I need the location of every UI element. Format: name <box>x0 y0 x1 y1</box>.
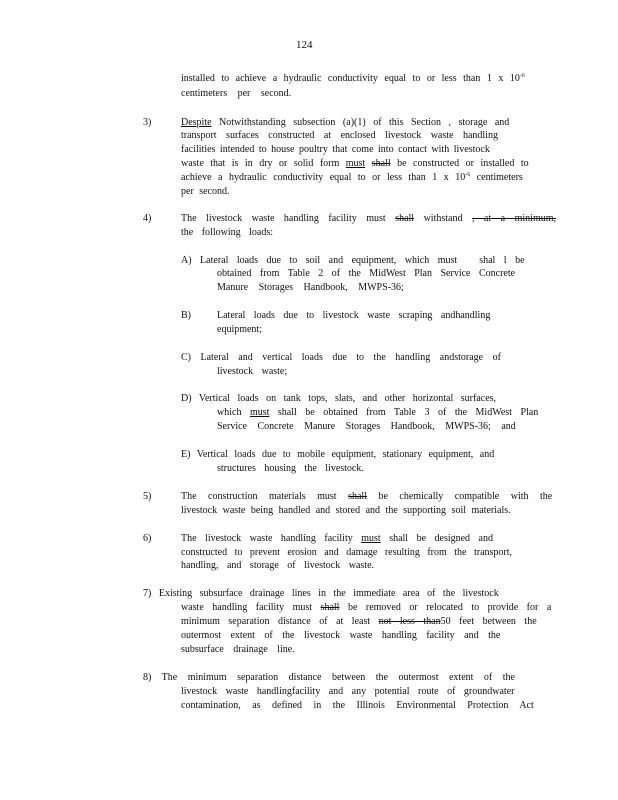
item-3-line-2: transport surfaces constructed at enclosed livestock waste handling <box>181 130 498 141</box>
item-4A-line-3: Manure Storages Handbook, MWPS-36; <box>217 282 404 293</box>
item-8-line-3: contamination, as defined in the Illinois Environmental Protection Act <box>181 700 534 711</box>
item-5-line-2: livestock waste being handled and stored and the supporting soil materials. <box>181 505 511 516</box>
item-5-number: 5) <box>143 491 152 502</box>
item-4B-line-1: Lateral loads due to livestock waste scraping andhandling <box>217 310 491 321</box>
p1-line-1: installed to achieve a hydraulic conductivity equal to or less than 1 x $10^{-6}$ <box>181 73 525 84</box>
item-4B-line-2: equipment; <box>217 324 262 335</box>
item-4C-line-2: livestock waste; <box>217 366 288 377</box>
item-7-line-2: waste handling facility must shall be removed or relocated to provide for a <box>181 602 552 613</box>
item-4C-line-1: C) Lateral and vertical loads due to the handling andstorage of <box>181 352 501 363</box>
item-6-number: 6) <box>143 533 152 544</box>
item-6-line-2: constructed to prevent erosion and damage resulting from the transport, <box>181 547 513 558</box>
item-3-line-6: per second. <box>181 186 230 197</box>
item-4E-line-2: structures housing the livestock. <box>217 463 364 474</box>
item-6-line-1: The livestock waste handling facility must shall be designed and <box>181 533 493 544</box>
item-3-line-4: waste that is in dry or solid form must shall be constructed or installed to <box>181 158 529 169</box>
item-4D-line-2: which must shall be obtained from Table 3 of the MidWest Plan <box>217 407 539 418</box>
item-4A-line-2: obtained from Table 2 of the MidWest Plan Service Concrete <box>217 268 516 279</box>
item-3-line-3: facilities intended to house poultry that come into contact with livestock <box>181 144 490 155</box>
item-8-line-1: 8) The minimum separation distance between the outermost extent of the <box>143 672 515 683</box>
item-7-line-1: 7) Existing subsurface drainage lines in the immediate area of the livestock <box>143 588 499 599</box>
item-4-line-2: the following loads: <box>181 227 273 238</box>
item-5-line-1: The construction materials must shall be chemically compatible with the <box>181 491 553 502</box>
item-3-number: 3) <box>143 117 152 128</box>
item-7-line-3: minimum separation distance of at least not less than50 feet between the <box>181 616 537 627</box>
item-4-number: 4) <box>143 213 152 224</box>
item-4E-line-1: E) Vertical loads due to mobile equipment, stationary equipment, and <box>181 449 495 460</box>
item-4A-line-1: A) Lateral loads due to soil and equipment, which must shal l be <box>181 255 525 266</box>
item-4B-label: B) <box>181 310 191 321</box>
page-number: 124 <box>296 39 313 51</box>
item-4D-line-1: D) Vertical loads on tank tops, slats, and other horizontal surfaces, <box>181 393 497 404</box>
item-7-line-5: subsurface drainage line. <box>181 644 295 655</box>
item-4D-line-3: Service Concrete Manure Storages Handbook, MWPS-36; and <box>217 421 516 432</box>
item-8-line-2: livestock waste handlingfacility and any potential route of groundwater <box>181 686 515 697</box>
item-4-line-1: The livestock waste handling facility must shall withstand , at a minimum, <box>181 213 557 224</box>
item-3-line-5: achieve a hydraulic conductivity equal to or less than 1 x $10^{-6}$ centimeters <box>181 172 523 183</box>
p1-line-2: centimeters per second. <box>181 88 292 99</box>
item-3-line-1: Despite Notwithstanding subsection (a)(1) of this Section , storage and <box>181 117 510 128</box>
item-6-line-3: handling, and storage of livestock waste. <box>181 560 375 571</box>
item-7-line-4: outermost extent of the livestock waste handling facility and the <box>181 630 501 641</box>
